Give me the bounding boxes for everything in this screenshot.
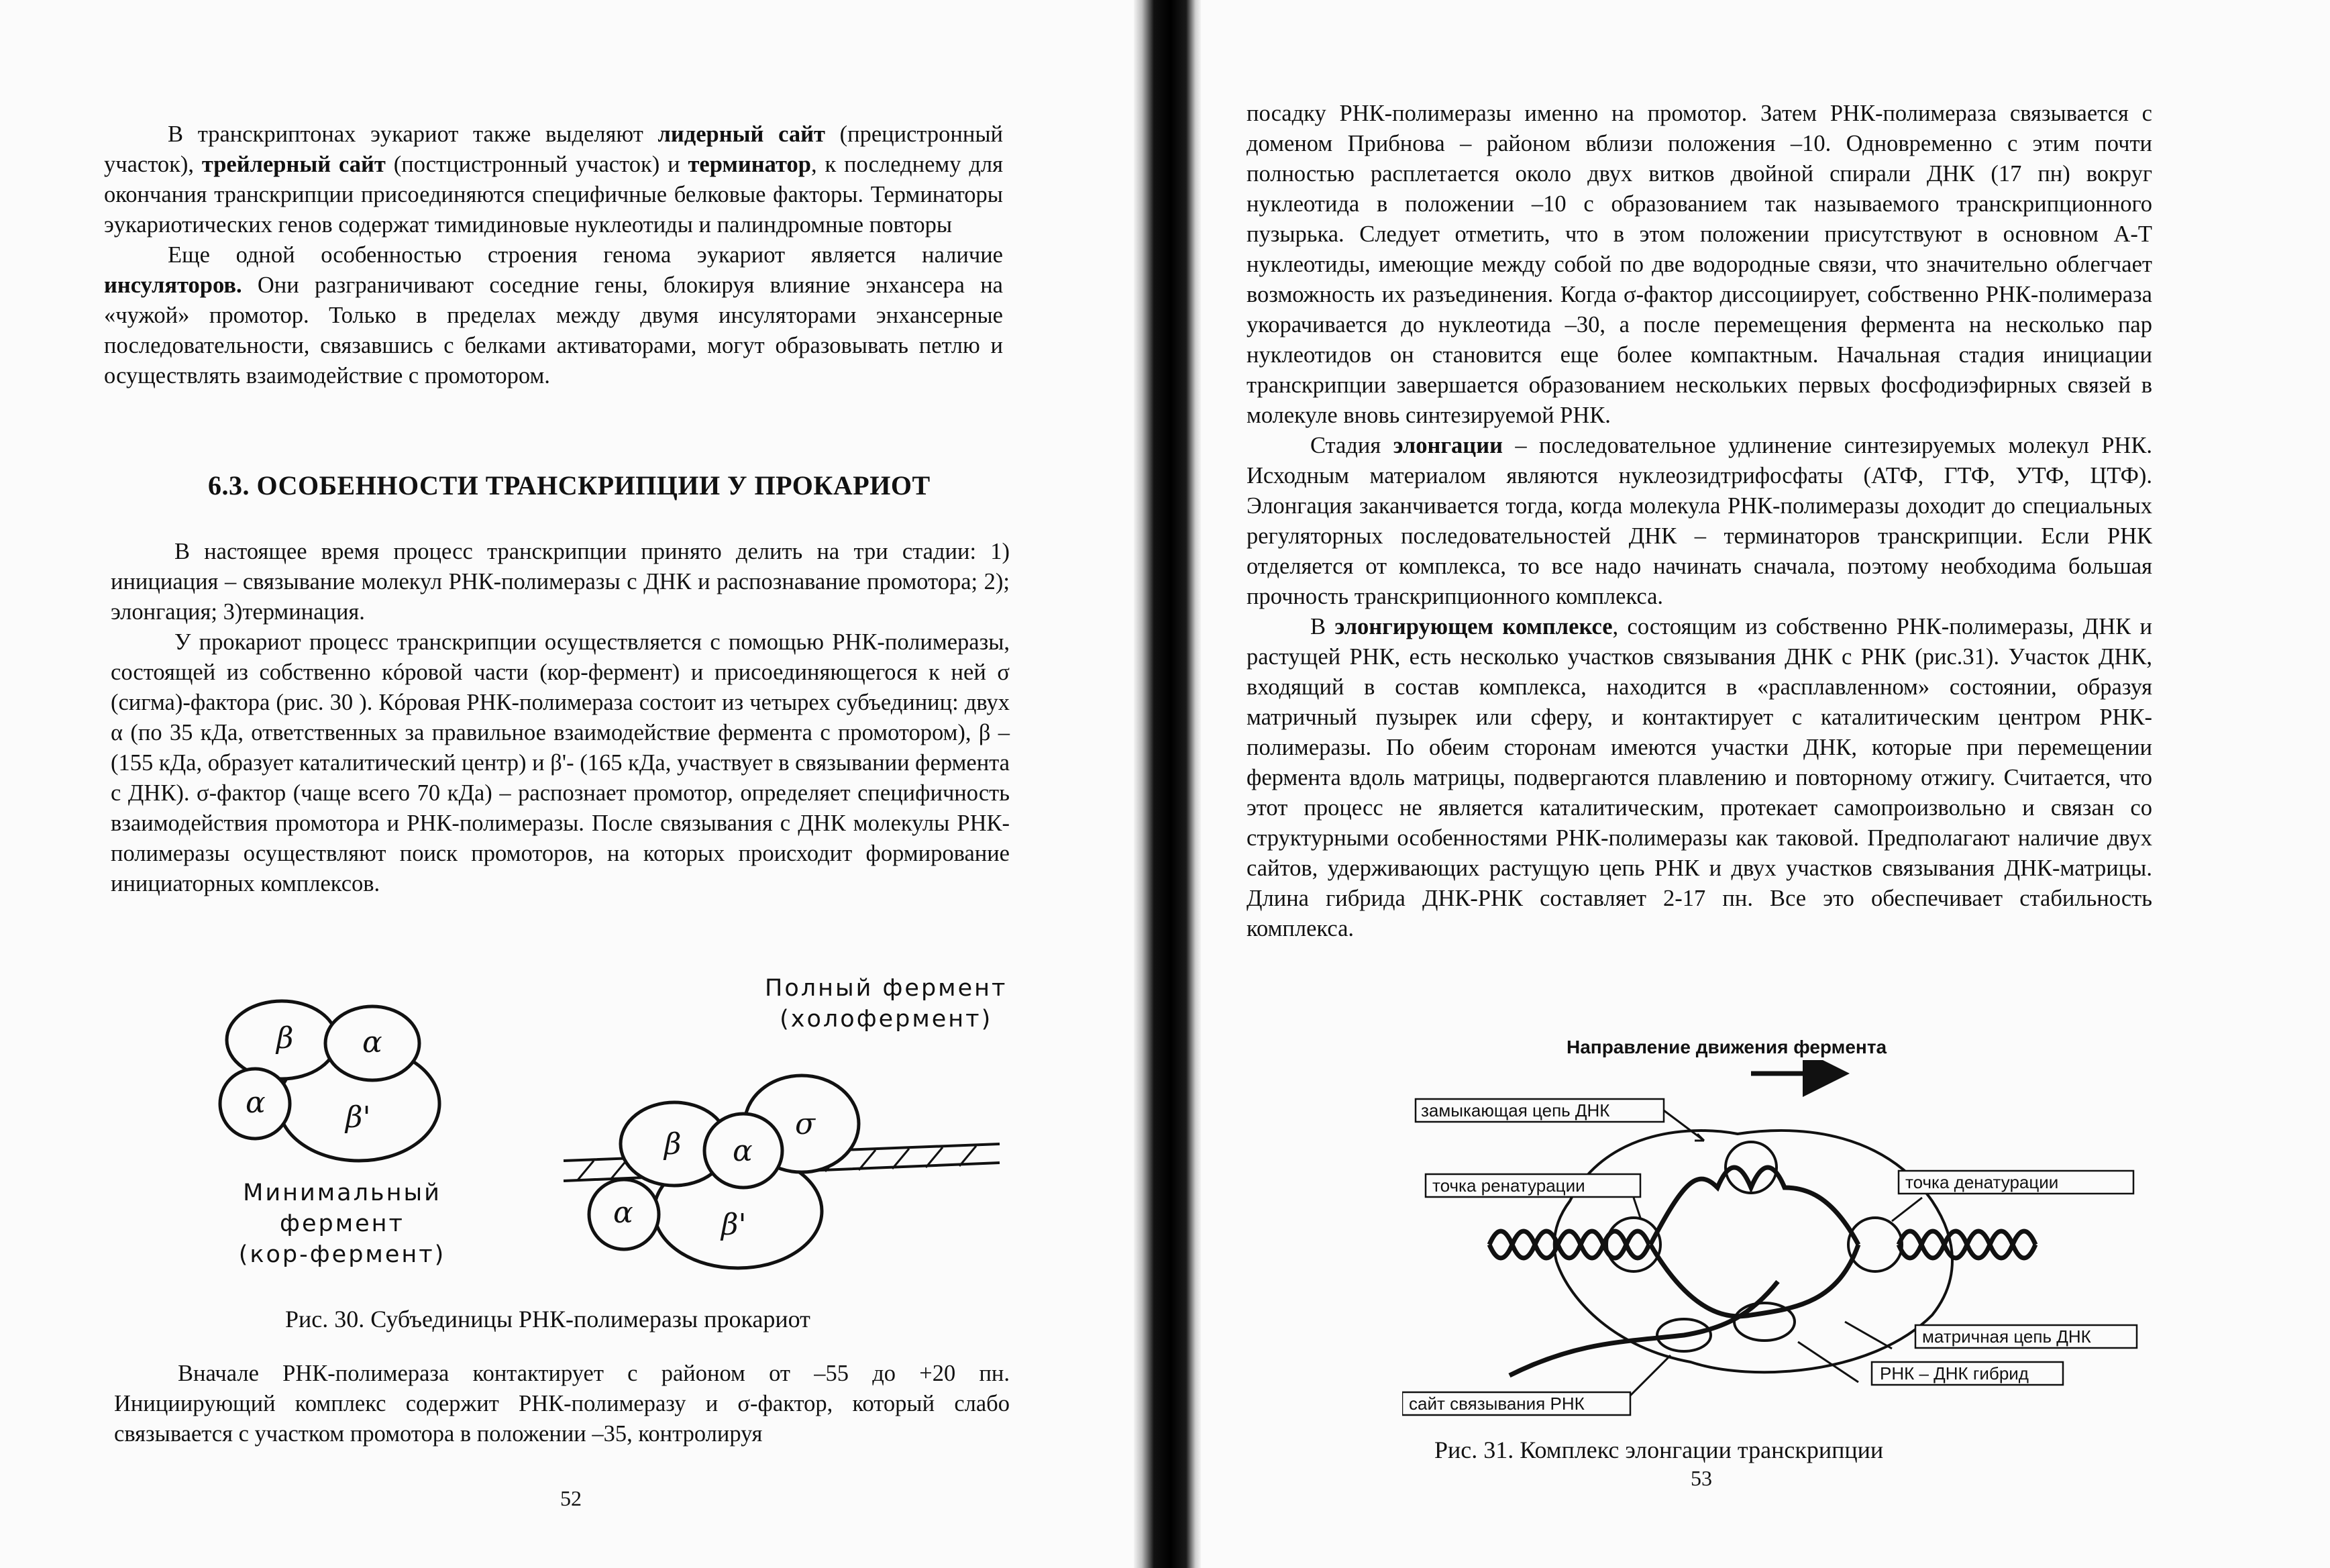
beta-prime-label: β': [346, 1100, 371, 1135]
term-leader-site: лидерный сайт: [657, 121, 825, 147]
left-para-5: [114, 1359, 1010, 1449]
label-minimal-enzyme: [221, 1178, 463, 1270]
beta-prime-label: β': [721, 1208, 747, 1242]
label-rna-binding-site: сайт связывания РНК: [1409, 1394, 1585, 1414]
beta-label: β: [664, 1127, 682, 1161]
left-page: [0, 0, 1134, 1568]
label-rna-dna-hybrid: РНК – ДНК гибрид: [1880, 1363, 2029, 1383]
term-terminator: терминатор: [688, 152, 811, 177]
paragraph-elongating-complex: [1247, 612, 2152, 944]
alpha-label: α: [362, 1025, 382, 1059]
page-number-left: 52: [560, 1486, 582, 1510]
text-run: (постцистронный участок) и: [385, 152, 688, 177]
figure-31-direction-label: Направление движения фермента: [1567, 1037, 1887, 1057]
text-run: В транскриптонах эукариот также выделяют: [168, 121, 658, 147]
label-line: фермент: [280, 1210, 405, 1237]
sigma-label: σ: [795, 1107, 816, 1141]
term-trailer-site: трейлерный сайт: [201, 152, 386, 177]
text-run: , к последнему для окончания транскрипции присоединяются специфичные белковые факторы. Терминаторы эукариотических генов содержат тимидиновые нуклеотиды и палиндромные повторы: [104, 152, 1003, 238]
right-para-1-3: [1247, 99, 2152, 944]
label-line: (холофермент): [780, 1006, 993, 1033]
label-renaturation-point: точка ренатурации: [1432, 1175, 1585, 1196]
text-run: Они разграничивают соседние гены, блокируя влияние энхансера на «чужой» промотор. Только в пределах между двумя инсуляторами энхансерные последовательности, связавшись с белками активаторами, могут образовывать петлю и осуществлять взаимодействие с промотором.: [104, 272, 1003, 388]
label-line: Минимальный: [243, 1180, 441, 1206]
text-run: (прецистронный участок),: [104, 121, 1003, 177]
left-para-1: [104, 119, 1003, 391]
text-run: – последовательное удлинение синтезируемых молекул РНК. Исходным материалом являются нуклеозидтрифосфаты (АТФ, ГТФ, УТФ, ЦТФ). Элонгация заканчивается тогда, когда молекула РНК-полимеразы доходит до специальных регуляторных последовательностей ДНК – терминаторов транскрипции. Если РНК отделяется от комплекса, то все надо начинать сначала, поэтому необходима большая прочность транскрипционного комплекса.: [1247, 433, 2152, 609]
paragraph-elongation: [1247, 431, 2152, 612]
label-line: Полный фермент: [765, 975, 1008, 1002]
right-page: [1201, 0, 2330, 1568]
page-number-right: 53: [1691, 1466, 1712, 1490]
label-line: (кор-фермент): [238, 1241, 446, 1268]
section-heading: 6.3. ОСОБЕННОСТИ ТРАНСКРИПЦИИ У ПРОКАРИОТ: [208, 470, 931, 501]
term-elongation: элонгации: [1393, 433, 1503, 458]
label-template-strand: матричная цепь ДНК: [1922, 1326, 2091, 1347]
label-denaturation-point: точка денатурации: [1905, 1172, 2059, 1192]
label-full-enzyme: [765, 973, 1007, 1035]
paragraph-prokaryote-polymerase: У прокариот процесс транскрипции осуществляется с помощью РНК-полимеразы, состоящей из собственно кóровой части (кор-фермент) и присоединяющегося к ней σ (сигма)-фактора (рис. 30 ). Кóровая РНК-полимераза состоит из четырех субъединиц: двух α (по 35 кДа, ответственных за правильное взаимодействие фермента с промотором), β – (155 кДа, образует каталитический центр) и β'- (165 кДа, участвует в связывании фермента с ДНК). σ-фактор (чаще всего 70 кДа) – распознает промотор, определяет специфичность взаимодействия промотора и РНК-полимеразы. После связывания с ДНК молекулы РНК-полимеразы осуществляют поиск промоторов, на которых происходит формирование инициаторных комплексов.: [111, 629, 1010, 896]
alpha-label: α: [613, 1196, 633, 1230]
beta-label: β: [276, 1021, 294, 1055]
closing-strand: [1650, 1167, 1858, 1245]
text-run: Еще одной особенностью строения генома эукариот является наличие: [168, 242, 1003, 268]
figure-30-caption: Рис. 30. Субъединицы РНК-полимеразы прокариот: [285, 1306, 810, 1332]
term-elongating-complex: элонгирующем комплексе: [1334, 614, 1613, 639]
alpha-label: α: [246, 1086, 266, 1120]
left-para-3-4: [111, 537, 1010, 899]
paragraph-initiation: Вначале РНК-полимераза контактирует с районом от –55 до +20 пн. Инициирующий комплекс содержит РНК-полимеразу и σ-фактор, который слабо связывается с участком промотора в положении –35, контролируя: [114, 1361, 1010, 1447]
text-run: В: [1310, 614, 1335, 639]
polymerase-outline: [1554, 1131, 1952, 1372]
paragraph-promoter-binding: посадку РНК-полимеразы именно на промотор. Затем РНК-полимераза связывается с доменом Прибнова – районом вблизи положения –10. Одновременно с этим почти полностью расплетается около двух витков двойной спирали ДНК (17 пн) вокруг нуклеотида в положении –10 с образованием так называемого транскрипционного пузырька. Следует отметить, что в этом положении присутствуют в основном А-Т нуклеотиды, имеющие между собой по две водородные связи, что значительно облегчает возможность их разъединения. Когда σ-фактор диссоциирует, собственно РНК-полимераза укорачивается до нуклеотида –30, а после перемещения фермента на несколько пар нуклеотидов он становится еще более компактным. Начальная стадия инициации транскрипции завершается образованием нескольких первых фосфодиэфирных связей в молекуле вновь синтезируемой РНК.: [1247, 101, 2152, 428]
paragraph-stages: В настоящее время процесс транскрипции принято делить на три стадии: 1) инициация – связывание молекул РНК-полимеразы с ДНК и распознавание промотора; 2); элонгация; 3)терминация.: [111, 539, 1010, 625]
book-spine: [1134, 0, 1201, 1568]
alpha-label: α: [733, 1134, 753, 1168]
figure-31-caption: Рис. 31. Комплекс элонгации транскрипции: [1434, 1436, 1884, 1463]
label-closing-strand: замыкающая цепь ДНК: [1421, 1100, 1610, 1120]
figure-31-elongation-complex: [1402, 1060, 2154, 1436]
text-run: , состоящим из собственно РНК-полимеразы, ДНК и растущей РНК, есть несколько участков связывания ДНК с РНК (рис.31). Участок ДНК, входящий в состав комплекса, находится в «расплавленном» состоянии, образуя матричный пузырек или сферу, и контактирует с каталитическим центром РНК-полимеразы. По обеим сторонам имеются участки ДНК, которые при перемещении фермента вдоль матрицы, подвергаются плавлению и повторному отжигу. Считается, что этот процесс не является каталитическим, протекает самопроизвольно и связан со структурными особенностями РНК-полимеразы как таковой. Предполагают наличие двух сайтов, удерживающих растущую цепь РНК и двух участков связывания ДНК-матрицы. Длина гибрида ДНК-РНК составляет 2-17 пн. Все это обеспечивает стабильность комплекса.: [1247, 614, 2152, 941]
text-run: Стадия: [1310, 433, 1393, 458]
term-insulators: инсуляторов.: [104, 272, 242, 298]
